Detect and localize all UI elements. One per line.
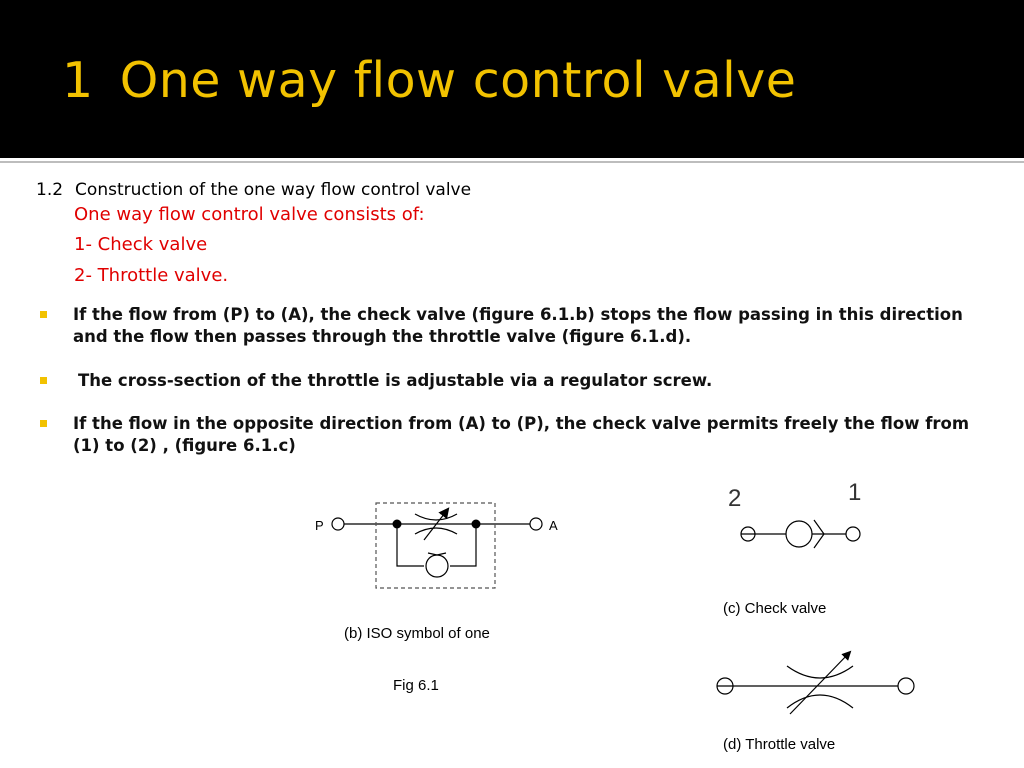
- section-title: Construction of the one way flow control valve: [75, 180, 472, 200]
- iso-symbol-diagram: [310, 495, 570, 595]
- bullet-marker: [40, 377, 47, 384]
- bullet-text-1: If the flow from (P) to (A), the check valve (figure 6.1.b) stops the flow passing in this direction and the flow then passes through the throttle valve (figure 6.1.d).: [73, 305, 963, 346]
- section-number: 1.2: [36, 180, 64, 200]
- throttle-valve-diagram: [712, 645, 922, 720]
- slide-title: [62, 52, 796, 109]
- check-port-2-label: 2: [728, 485, 742, 512]
- components-intro: One way flow control valve consists of:: [74, 204, 425, 225]
- bullet-text-3: If the flow in the opposite direction from (A) to (P), the check valve permits freely the flow from (1) to (2) , (figure 6.1.c): [73, 414, 970, 455]
- component-item-1: 1- Check valve: [74, 234, 208, 255]
- check-valve-diagram: [725, 475, 875, 555]
- section-heading: [36, 180, 471, 200]
- title-number: 1: [62, 52, 94, 109]
- figure-label: Fig 6.1: [393, 677, 439, 694]
- title-text: One way flow control valve: [119, 52, 797, 109]
- iso-caption: (b) ISO symbol of one: [344, 625, 490, 642]
- port-a-label: A: [549, 518, 558, 533]
- bullet-text-2: The cross-section of the throttle is adjustable via a regulator screw.: [78, 371, 713, 390]
- component-item-2: 2- Throttle valve.: [74, 265, 229, 286]
- throttle-valve-caption: (d) Throttle valve: [723, 736, 836, 753]
- check-valve-caption: (c) Check valve: [723, 600, 827, 617]
- title-banner: [0, 0, 1024, 158]
- port-p-label: P: [315, 518, 324, 533]
- bullet-marker: [40, 311, 47, 318]
- divider: [0, 161, 1024, 163]
- check-port-1-label: 1: [848, 479, 862, 506]
- bullet-marker: [40, 420, 47, 427]
